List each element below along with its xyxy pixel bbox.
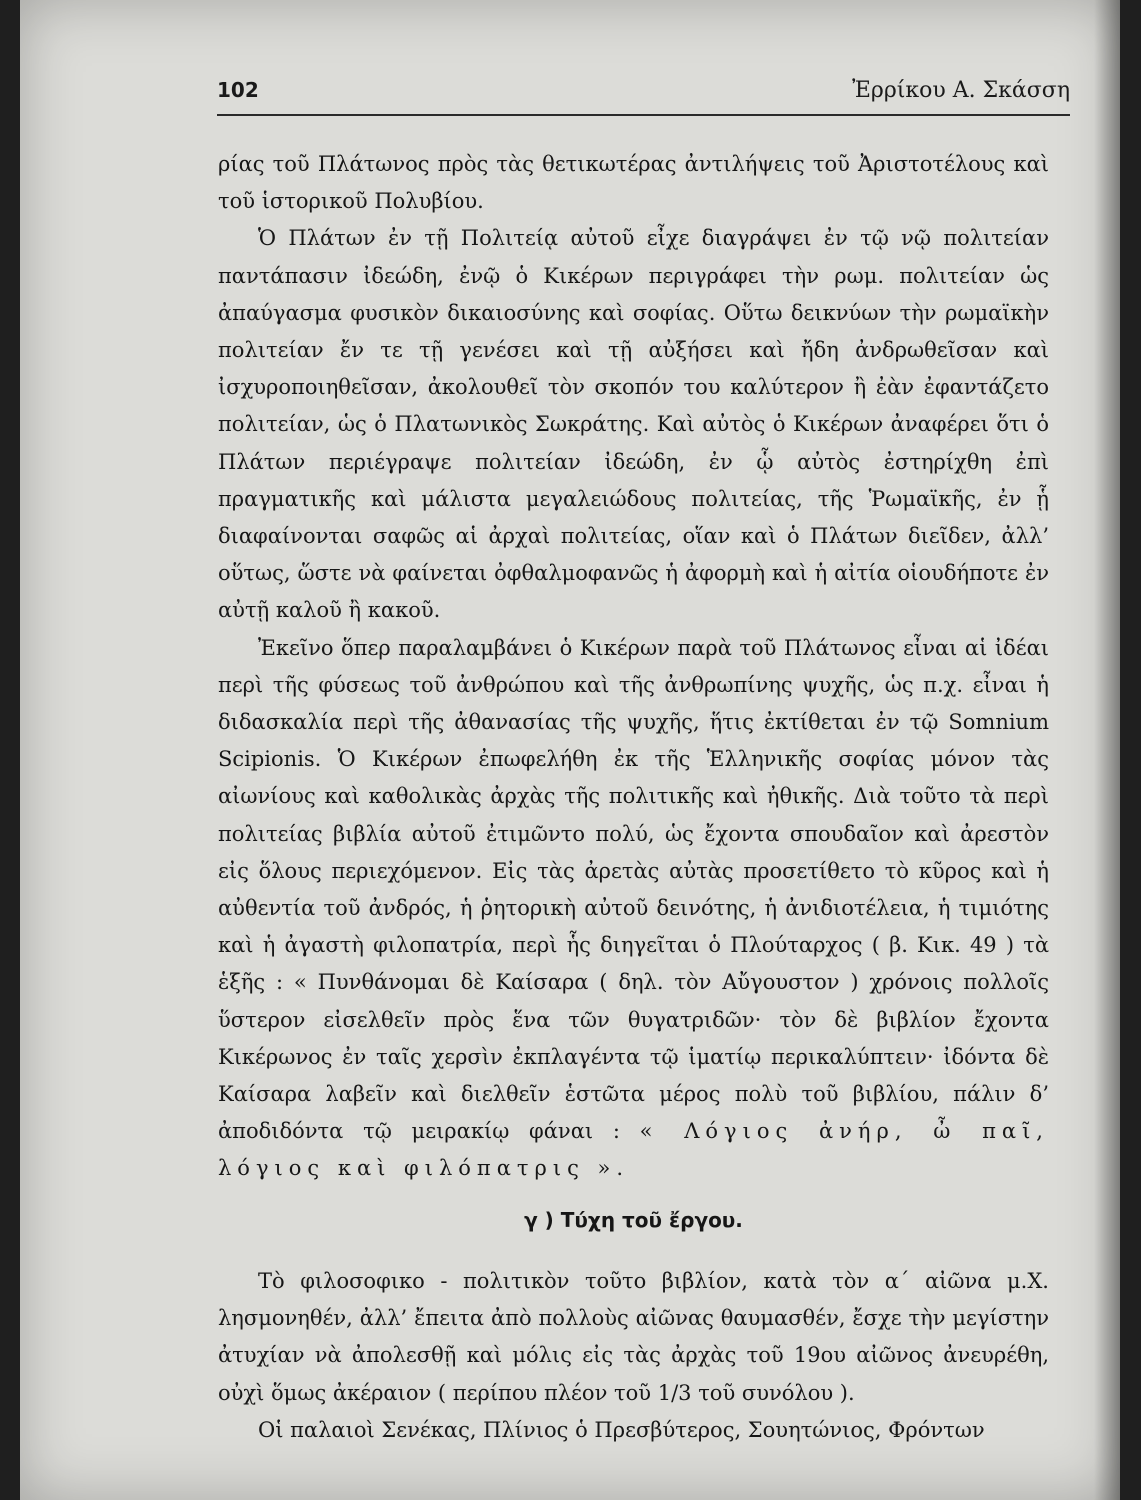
paragraph bbox=[218, 630, 1049, 1188]
paragraph: Τὸ φιλοσοφικο - πολιτικὸν τοῦτο βιβλίον, κατὰ τὸν α΄ αἰῶνα μ.Χ. λησμονηθέν, ἀλλ’ ἔπειτα ἀπὸ πολλοὺς αἰῶνας θαυμασθέν, ἔσχε τὴν μεγίστην ἀτυχίαν νὰ ἀπολεσθῇ καὶ μόλις εἰς τὰς ἀρχὰς τοῦ 19ου αἰῶνος ἀνευρέθη, οὐχὶ ὅμως ἀκέραιον ( περίπου πλέον τοῦ 1/3 τοῦ συνόλου ). bbox=[218, 1268, 1049, 1405]
page-header bbox=[217, 78, 1070, 116]
paragraph-text: Ἐκεῖνο ὅπερ παραλαμβάνει ὁ Κικέρων παρὰ τοῦ Πλάτωνος εἶναι αἱ ἰδέαι περὶ τῆς φύσεως τοῦ ἀνθρώπου καὶ τῆς ἀνθρωπίνης ψυχῆς, ὡς π.χ. εἶναι ἡ διδασκαλία περὶ τῆς ἀθανασίας τῆς ψυχῆς, ἥτις ἐκτίθεται ἐν τῷ Somnium Scipionis. Ὁ Κικέρων ἐπωφελήθη ἐκ τῆς Ἑλληνικῆς σοφίας μόνον τὰς αἰωνίους καὶ καθολικὰς ἀρχὰς τῆς πολιτικῆς καὶ ἠθικῆς. Διὰ τοῦτο τὰ περὶ πολιτείας βιβλία αὐτοῦ ἐτιμῶντο πολύ, ὡς ἔχοντα σπουδαῖον καὶ ἀρεστὸν εἰς ὅλους περιεχόμενον. Εἰς τὰς ἀρετὰς αὐτὰς προσετίθετο τὸ κῦρος καὶ ἡ αὐθεντία τοῦ ἀνδρός, ἡ ῥητορικὴ αὐτοῦ δεινότης, ἡ ἀνιδιοτέλεια, ἡ τιμιότης καὶ ἡ ἀγαστὴ φιλοπατρία, περὶ ἧς διηγεῖται ὁ Πλούταρχος ( β. Κικ. 49 ) τὰ ἑξῆς : « Πυνθάνομαι δὲ Καίσαρα ( δηλ. τὸν Αὔγουστον ) χρόνοις πολλοῖς ὕστερον εἰσελθεῖν πρὸς ἕνα τῶν θυγατριδῶν· τὸν δὲ βιβλίον ἔχοντα Κικέρωνος ἐν ταῖς χερσὶν ἐκπλαγέντα τῷ ἱματίῳ περικαλύπτειν· ἰδόντα δὲ Καίσαρα λαβεῖν καὶ διελθεῖν ἑστῶτα μέρος πολὺ τοῦ βιβλίου, πάλιν δ’ ἀποδιδόντα τῷ μειρακίῳ φάναι : bbox=[218, 635, 1049, 1144]
body-text bbox=[218, 146, 1049, 1449]
paragraph: ρίας τοῦ Πλάτωνος πρὸς τὰς θετικωτέρας ἀντιλήψεις τοῦ Ἀριστοτέλους καὶ τοῦ ἱστορικοῦ Πολυβίου. bbox=[218, 152, 1049, 214]
page-edge-shadow bbox=[1094, 0, 1120, 1500]
paragraph: Οἱ παλαιοὶ Σενέκας, Πλίνιος ὁ Πρεσβύτερος, Σουητώνιος, Φρόντων bbox=[258, 1417, 985, 1442]
section-title: γ ) Τύχη τοῦ ἔργου. bbox=[524, 1207, 743, 1232]
paragraph: Ὁ Πλάτων ἐν τῇ Πολιτείᾳ αὐτοῦ εἶχε διαγράψει ἐν τῷ νῷ πολιτείαν παντάπασιν ἰδεώδη, ἐνῷ ὁ Κικέρων περιγράφει τὴν ρωμ. πολιτείαν ὡς ἀπαύγασμα φυσικὸν δικαιοσύνης καὶ σοφίας. Οὕτω δεικνύων τὴν ρωμαϊκὴν πολιτείαν ἔν τε τῇ γενέσει καὶ τῇ αὐξήσει καὶ ἤδη ἀνδρωθεῖσαν καὶ ἰσχυροποιηθεῖσαν, ἀκολουθεῖ τὸν σκοπόν του καλύτερον ἢ ἐὰν ἐφαντάζετο πολιτείαν, ὡς ὁ Πλατωνικὸς Σωκράτης. Καὶ αὐτὸς ὁ Κικέρων ἀναφέρει ὅτι ὁ Πλάτων περιέγραψε πολιτείαν ἰδεώδη, ἐν ᾧ αὐτὸς ἐστηρίχθη ἐπὶ πραγματικῆς καὶ μάλιστα μεγαλειώδους πολιτείας, τῆς Ῥωμαϊκῆς, ἐν ᾗ διαφαίνονται σαφῶς αἱ ἀρχαὶ πολιτείας, οἵαν καὶ ὁ Πλάτων διεῖδεν, ἀλλ’ οὕτως, ὥστε νὰ φαίνεται ὀφθαλμοφανῶς ἡ ἀφορμὴ καὶ ἡ αἰτία οἱουδήποτε ἐν αὐτῇ καλοῦ ἢ κακοῦ. bbox=[218, 226, 1049, 623]
spaced-quote: « Λόγιος ἀνήρ, ὦ παῖ, λόγιος καὶ φιλόπατρις ». bbox=[218, 1119, 1049, 1181]
running-head: Ἐρρίκου Α. Σκάσση bbox=[852, 78, 1070, 103]
page-number: 102 bbox=[217, 78, 259, 102]
